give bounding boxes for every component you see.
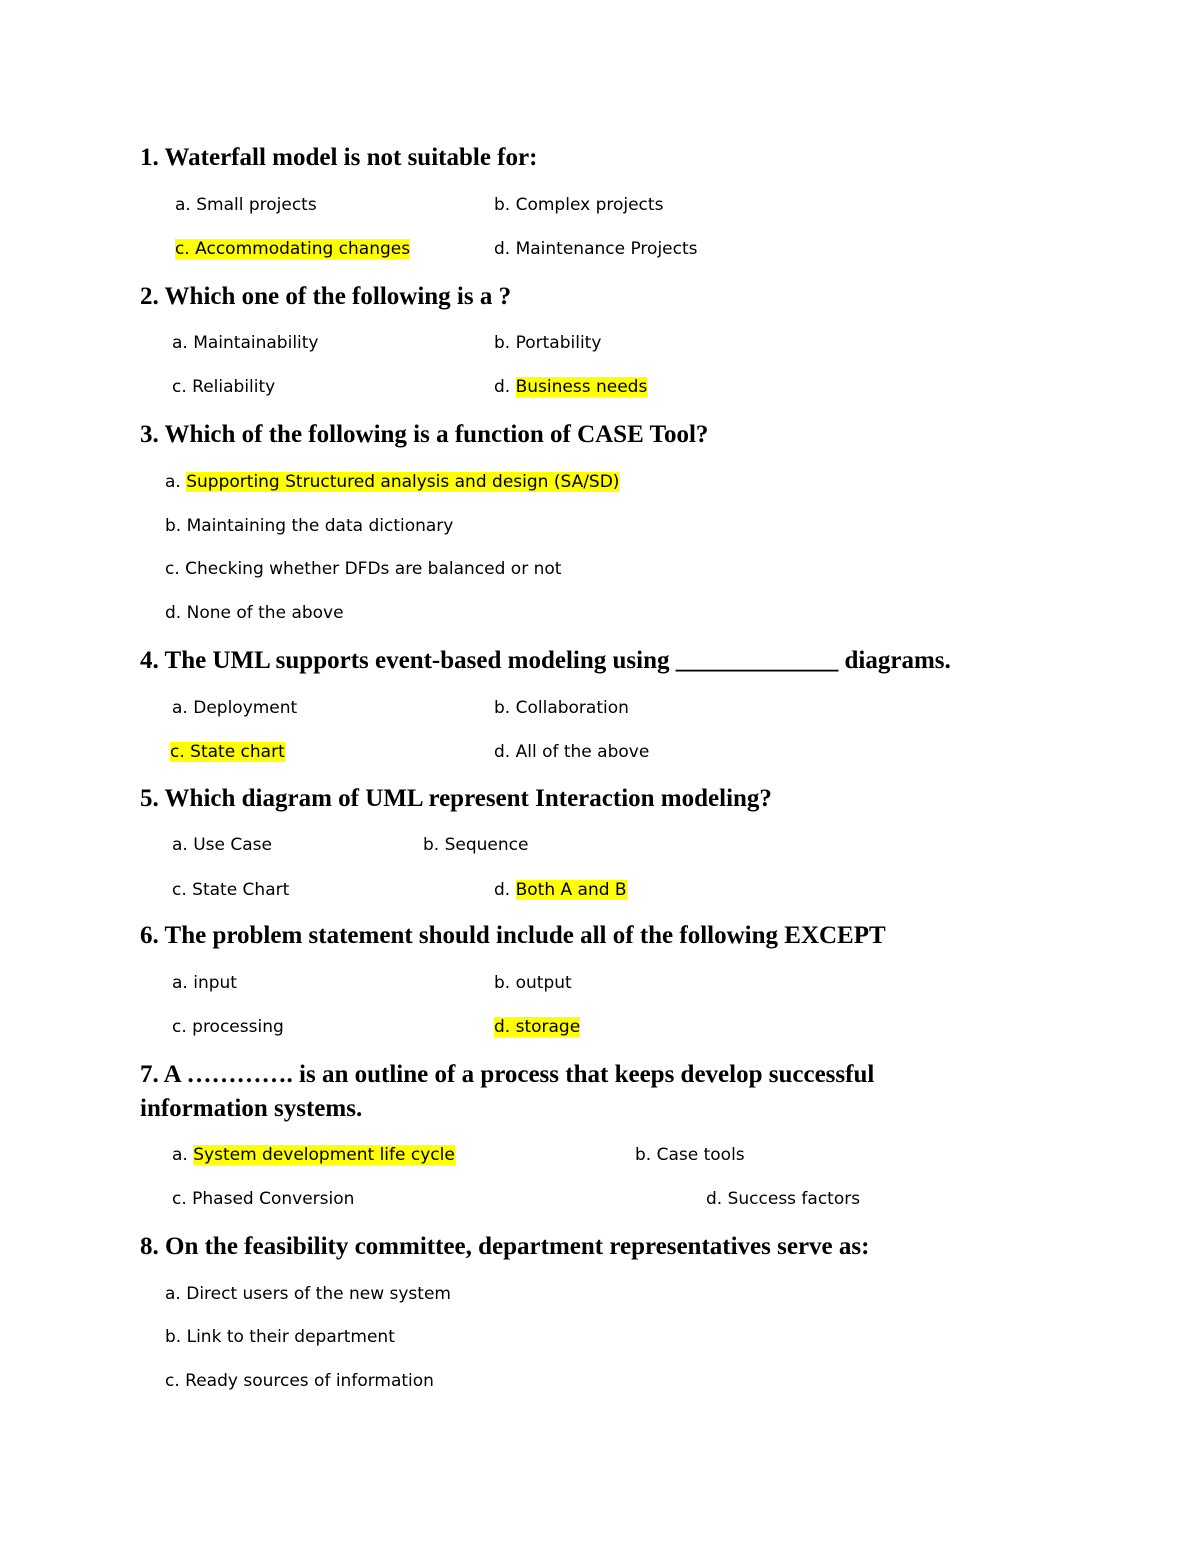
- question-6: 6. The problem statement should include all of the following EXCEPT: [140, 922, 886, 949]
- highlighted-answer: System development life cycle: [193, 1145, 455, 1165]
- option-prefix: d.: [494, 880, 516, 900]
- q4-option-a: a. Deployment: [172, 698, 298, 718]
- highlighted-answer: Supporting Structured analysis and design (SA/SD): [186, 472, 620, 492]
- q4-option-b: b. Collaboration: [494, 698, 629, 718]
- highlighted-answer: Both A and B: [515, 880, 627, 900]
- q3-option-b: b. Maintaining the data dictionary: [165, 516, 454, 536]
- q5-option-d: [494, 878, 627, 902]
- highlighted-answer: c. Accommodating changes: [175, 239, 411, 259]
- q4-option-d: d. All of the above: [494, 742, 650, 762]
- highlighted-answer: d. storage: [494, 1017, 581, 1037]
- q6-option-b: b. output: [494, 973, 572, 993]
- question-1: 1. Waterfall model is not suitable for:: [140, 144, 538, 171]
- question-7: 7. A …………. is an outline of a process that keeps develop successful: [140, 1061, 875, 1088]
- q2-option-c: c. Reliability: [172, 377, 276, 397]
- q8-option-a: a. Direct users of the new system: [165, 1284, 451, 1304]
- q2-option-b: b. Portability: [494, 333, 602, 353]
- q6-option-a: a. input: [172, 973, 237, 993]
- q8-option-c: c. Ready sources of information: [165, 1371, 434, 1391]
- q7-option-d: d. Success factors: [706, 1189, 861, 1209]
- q5-option-a: a. Use Case: [172, 835, 272, 855]
- question-8: 8. On the feasibility committee, department representatives serve as:: [140, 1233, 870, 1260]
- q7-option-c: c. Phased Conversion: [172, 1189, 355, 1209]
- highlighted-answer: c. State chart: [170, 742, 285, 762]
- option-prefix: a.: [165, 472, 187, 492]
- q5-option-c: c. State Chart: [172, 880, 290, 900]
- q5-option-b: b. Sequence: [423, 835, 529, 855]
- highlighted-answer: Business needs: [515, 377, 648, 397]
- option-prefix: a.: [172, 1145, 194, 1165]
- q8-option-b: b. Link to their department: [165, 1327, 395, 1347]
- question-3: 3. Which of the following is a function of CASE Tool?: [140, 421, 709, 448]
- option-prefix: d.: [494, 377, 516, 397]
- q2-option-d: [494, 375, 647, 399]
- q6-option-d: [494, 1015, 580, 1039]
- q2-option-a: a. Maintainability: [172, 333, 319, 353]
- q6-option-c: c. processing: [172, 1017, 284, 1037]
- q1-option-b: b. Complex projects: [494, 195, 664, 215]
- q1-option-c: [175, 237, 410, 261]
- question-7-continued: information systems.: [140, 1095, 363, 1122]
- q1-option-a: a. Small projects: [175, 195, 317, 215]
- q7-option-b: b. Case tools: [635, 1145, 745, 1165]
- q4-option-c: [170, 740, 285, 764]
- q7-option-a: [172, 1143, 455, 1167]
- question-5: 5. Which diagram of UML represent Interaction modeling?: [140, 785, 772, 812]
- q3-option-c: c. Checking whether DFDs are balanced or not: [165, 559, 562, 579]
- question-2: 2. Which one of the following is a ?: [140, 283, 512, 310]
- q3-option-d: d. None of the above: [165, 603, 344, 623]
- question-4: 4. The UML supports event-based modeling using _____________ diagrams.: [140, 647, 951, 674]
- q1-option-d: d. Maintenance Projects: [494, 239, 698, 259]
- q3-option-a: [165, 470, 619, 494]
